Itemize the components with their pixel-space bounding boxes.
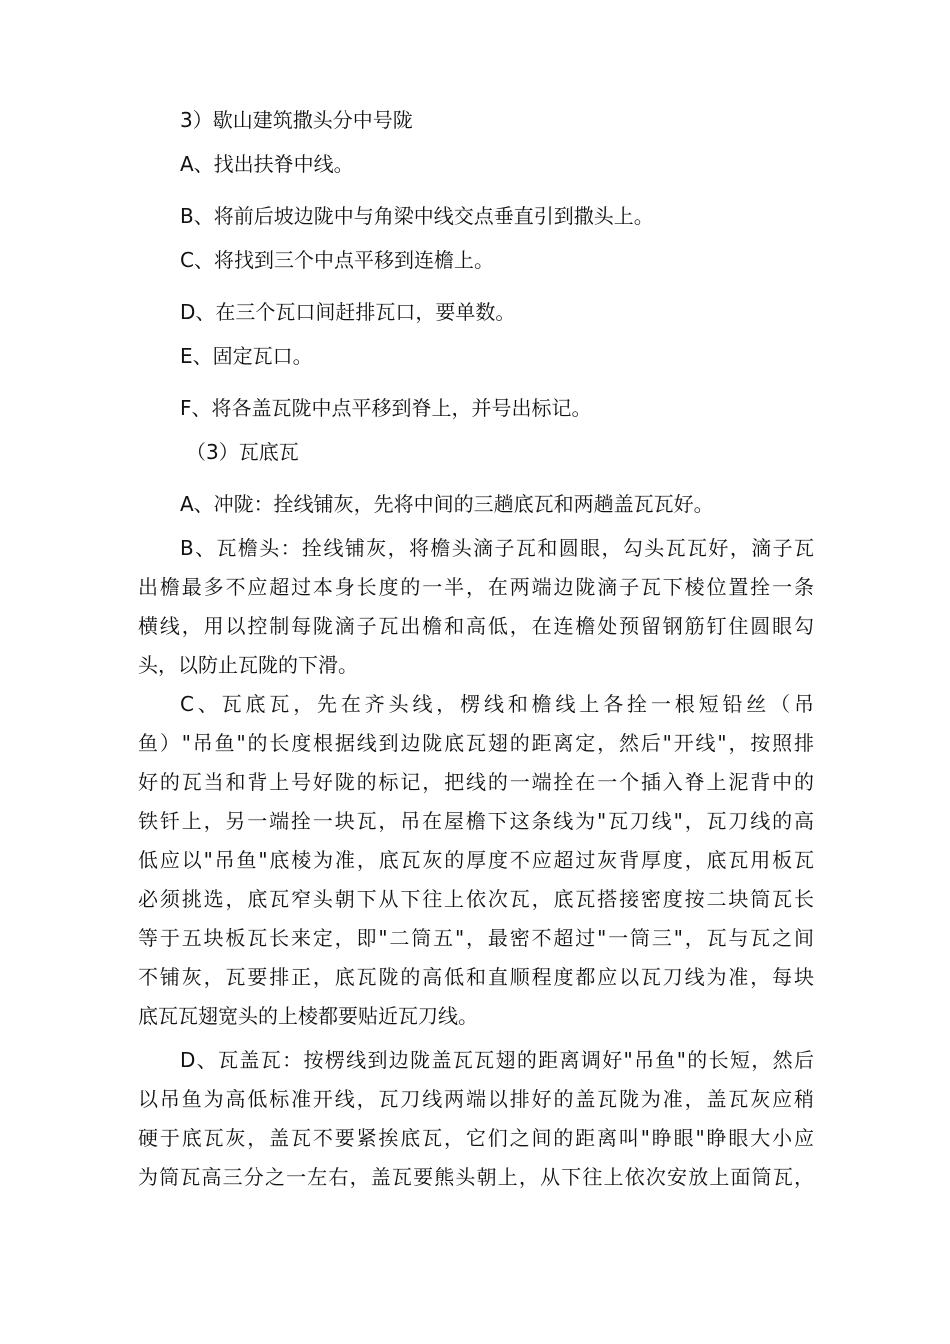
paragraph-d-line: 为筒瓦高三分之一左右，盖瓦要熊头朝上，从下往上依次安放上面筒瓦， <box>138 1165 814 1189</box>
paragraph-c-line: 底瓦瓦翅宽头的上棱都要贴近瓦刀线。 <box>138 1004 478 1028</box>
paragraph-c-line: 必须挑选，底瓦窄头朝下从下往上依次瓦，底瓦搭接密度按二块筒瓦长 <box>138 887 814 911</box>
paragraph-a: A、冲陇：拴线铺灰，先将中间的三趟底瓦和两趟盖瓦瓦好。 <box>180 492 714 516</box>
paragraph-b-line: B、瓦檐头：拴线铺灰，将檐头滴子瓦和圆眼，勾头瓦瓦好，滴子瓦 <box>180 536 814 560</box>
step-f: F、将各盖瓦陇中点平移到脊上，并号出标记。 <box>180 396 592 420</box>
paragraph-c-line: 鱼）"吊鱼"的长度根据线到边陇底瓦翅的距离定，然后"开线"，按照排 <box>138 731 814 755</box>
paragraph-c-line: C、瓦底瓦，先在齐头线，楞线和檐线上各拴一根短铅丝（吊 <box>180 692 814 716</box>
step-d: D、在三个瓦口间赶排瓦口，要单数。 <box>180 300 516 324</box>
subsection-heading: （3）瓦底瓦 <box>186 440 299 464</box>
step-a: A、找出扶脊中线。 <box>180 152 354 176</box>
paragraph-d-line: 硬于底瓦灰，盖瓦不要紧挨底瓦，它们之间的距离叫"睁眼"睁眼大小应 <box>138 1126 814 1150</box>
paragraph-b-line: 横线，用以控制每陇滴子瓦出檐和高低，在连檐处预留钢筋钉住圆眼勾 <box>138 614 814 638</box>
paragraph-c-line: 低应以"吊鱼"底棱为准，底瓦灰的厚度不应超过灰背厚度，底瓦用板瓦 <box>138 848 814 872</box>
paragraph-b-line: 头，以防止瓦陇的下滑。 <box>138 653 358 677</box>
step-e: E、固定瓦口。 <box>180 344 313 368</box>
paragraph-d-line: D、瓦盖瓦：按楞线到边陇盖瓦瓦翅的距离调好"吊鱼"的长短，然后 <box>180 1048 814 1072</box>
step-b: B、将前后坡边陇中与角梁中线交点垂直引到撒头上。 <box>180 204 654 228</box>
section-heading: 3）歇山建筑撒头分中号陇 <box>180 108 413 132</box>
paragraph-c-line: 铁钎上，另一端拴一块瓦，吊在屋檐下这条线为"瓦刀线"，瓦刀线的高 <box>138 809 814 833</box>
paragraph-b-line: 出檐最多不应超过本身长度的一半，在两端边陇滴子瓦下棱位置拴一条 <box>138 575 814 599</box>
paragraph-c-line: 等于五块板瓦长来定，即"二筒五"，最密不超过"一筒三"，瓦与瓦之间 <box>138 926 814 950</box>
paragraph-c-line: 不铺灰，瓦要排正，底瓦陇的高低和直顺程度都应以瓦刀线为准，每块 <box>138 965 814 989</box>
step-c: C、将找到三个中点平移到连檐上。 <box>180 248 494 272</box>
paragraph-d-line: 以吊鱼为高低标准开线，瓦刀线两端以排好的盖瓦陇为准，盖瓦灰应稍 <box>138 1087 814 1111</box>
paragraph-c-line: 好的瓦当和背上号好陇的标记，把线的一端拴在一个插入脊上泥背中的 <box>138 770 814 794</box>
